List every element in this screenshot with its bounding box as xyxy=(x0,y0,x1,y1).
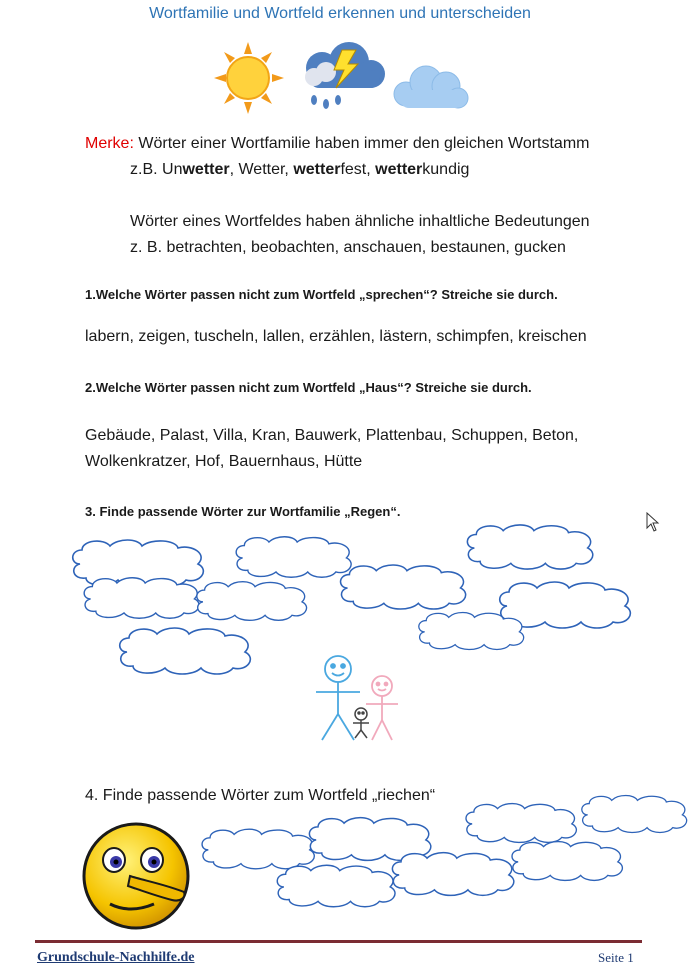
merke-line-1 xyxy=(85,131,589,157)
page-title: Wortfamilie und Wortfeld erkennen und unterscheiden xyxy=(149,5,531,22)
blue-cloud-icon xyxy=(394,66,468,108)
footer-page-number: Seite 1 xyxy=(598,950,634,965)
regen-answer-cloud[interactable] xyxy=(185,580,320,622)
merke-example-2: z. B. betrachten, beobachten, anschauen, bestaunen, gucken xyxy=(130,239,566,256)
footer-site-link[interactable]: Grundschule-Nachhilfe.de xyxy=(37,950,195,965)
mother-figure xyxy=(366,676,398,740)
task-2-words-line-1: Gebäude, Palast, Villa, Kran, Bauwerk, Plattenbau, Schuppen, Beton, xyxy=(85,427,579,444)
task-2-heading: 2.Welche Wörter passen nicht zum Wortfeld „Haus“? Streiche sie durch. xyxy=(85,380,532,395)
storm-cloud-icon xyxy=(305,42,385,109)
riechen-answer-cloud[interactable] xyxy=(388,848,520,900)
merke-label: Merke: xyxy=(85,135,134,152)
task-3-heading: 3. Finde passende Wörter zur Wortfamilie „Regen“. xyxy=(85,504,401,519)
regen-answer-cloud[interactable] xyxy=(455,523,607,571)
footer-rule xyxy=(35,940,642,943)
merke-word-field-rule: Wörter eines Wortfeldes haben ähnliche inhaltliche Bedeutungen xyxy=(130,213,590,230)
mouse-cursor-icon xyxy=(646,512,660,532)
riechen-answer-cloud[interactable] xyxy=(508,836,628,886)
regen-answer-cloud[interactable] xyxy=(336,563,472,611)
merke-example-1: z.B. Unwetter, Wetter, wetterfest, wetterkundig xyxy=(130,161,470,178)
riechen-answer-cloud[interactable] xyxy=(578,790,692,838)
regen-answer-cloud[interactable] xyxy=(415,608,529,654)
father-figure xyxy=(316,656,360,740)
long-nose-smiley-icon xyxy=(80,820,192,932)
task-2-words-line-2: Wolkenkratzer, Hof, Bauernhaus, Hütte xyxy=(85,453,363,470)
stick-figure-family xyxy=(312,652,404,744)
task-1-words: labern, zeigen, tuscheln, lallen, erzählen, lästern, schimpfen, kreischen xyxy=(85,328,587,345)
weather-illustrations xyxy=(214,42,474,114)
merke-word-family-rule: Wörter einer Wortfamilie haben immer den gleichen Wortstamm xyxy=(138,135,590,152)
regen-answer-cloud[interactable] xyxy=(112,626,260,676)
riechen-answer-cloud[interactable] xyxy=(273,860,401,912)
task-1-heading: 1.Welche Wörter passen nicht zum Wortfeld „sprechen“? Streiche sie durch. xyxy=(85,287,558,302)
sun-icon xyxy=(214,42,284,114)
task-4-heading: 4. Finde passende Wörter zum Wortfeld „riechen“ xyxy=(85,787,436,804)
child-figure xyxy=(353,708,369,738)
